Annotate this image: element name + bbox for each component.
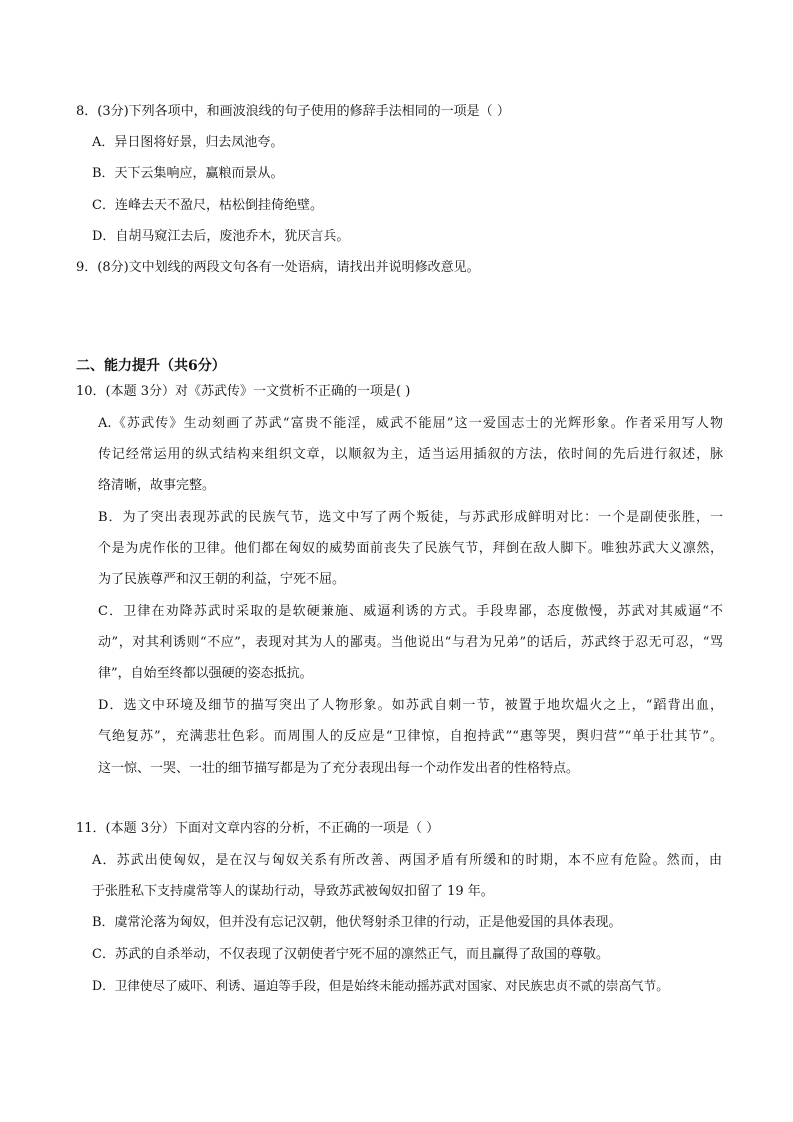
q11-option-b: B．虞常沦落为匈奴，但并没有忘记汉朝，他伏弩射杀卫律的行动，正是他爱国的具体表现。 [92,915,622,930]
q10-option-c-line2: 动”，对其利诱则“不应”，表现对其为人的鄙夷。当他说出“与君为兄弟”的话后，苏武终于忍无可忍，“骂 [98,635,723,650]
q10-option-c-line1: C．卫律在劝降苏武时采取的是软硬兼施、威逼利诱的方式。手段卑鄙，态度傲慢，苏武对其威逼“不 [98,604,723,619]
q10-option-a-line2: 传记经常运用的纵式结构来组织文章，以顺叙为主，适当运用插叙的方法，依时间的先后进行叙述，脉 [98,447,723,462]
q8-option-d: D．自胡马窥江去后，废池乔木，犹厌言兵。 [92,229,350,244]
q11-stem: 11．(本题 3分）下面对文章内容的分析，不正确的一项是（ ） [76,821,440,836]
q8-stem: 8．(3分)下列各项中，和画波浪线的句子使用的修辞手法相同的一项是（ ） [76,104,510,119]
q10-option-b-line2: 个是为虎作伥的卫律。他们都在匈奴的威势面前丧失了民族气节，拜倒在敌人脚下。唯独苏武大义凛然， [98,541,723,556]
section-heading: 二、能力提升（共6分） [76,358,226,374]
q10-option-a-line1: A.《苏武传》生动刻画了苏武“富贵不能淫，威武不能屈”这一爱国志士的光辉形象。作者采用写人物 [98,416,723,431]
q10-option-b-line3: 为了民族尊严和汉王朝的利益，宁死不屈。 [98,572,346,587]
q10-option-d-line2: 气绝复苏”，充满悲壮色彩。而周围人的反应是“卫律惊，自抱持武”“惠等哭，舆归营”“单于壮其节”。 [98,729,723,744]
q10-option-c-line3: 律”，自始至终都以强硬的姿态抵抗。 [98,666,313,681]
q8-option-c: C．连峰去天不盈尺，枯松倒挂倚绝壁。 [92,198,323,213]
q11-option-d: D．卫律使尽了威吓、利诱、逼迫等手段，但是始终未能动摇苏武对国家、对民族忠贞不贰的崇高气节。 [92,978,669,993]
q10-option-d-line1: D．选文中环境及细节的描写突出了人物形象。如苏武自刺一节，被置于地坎煴火之上，“蹈背出血， [98,698,723,713]
q8-option-a: A．异日图将好景，归去凤池夸。 [92,135,284,150]
q9-stem: 9．(8分)文中划线的两段文句各有一处语病，请找出并说明修改意见。 [76,260,480,275]
q10-option-b-line1: B．为了突出表现苏武的民族气节，选文中写了两个叛徒，与苏武形成鲜明对比：一个是副使张胜，一 [98,510,723,525]
q11-option-a-line2: 于张胜私下支持虞常等人的谋劫行动，导致苏武被匈奴扣留了 19 年。 [92,884,494,899]
q11-option-a-line1: A．苏武出使匈奴，是在汉与匈奴关系有所改善、两国矛盾有所缓和的时期，本不应有危险。然而，由 [92,853,722,868]
q10-option-a-line3: 络清晰，故事完整。 [98,478,216,493]
q11-option-c: C．苏武的自杀举动，不仅表现了汉朝使者宁死不屈的凛然正气，而且赢得了敌国的尊敬。 [92,947,609,962]
q10-option-d-line3: 这一惊、一哭、一壮的细节描写都是为了充分表现出每一个动作发出者的性格特点。 [98,761,580,776]
q8-option-b: B．天下云集响应，赢粮而景从。 [92,166,284,181]
q10-stem: 10．(本题 3分）对《苏武传》一文赏析不正确的一项是( ) [76,384,411,399]
